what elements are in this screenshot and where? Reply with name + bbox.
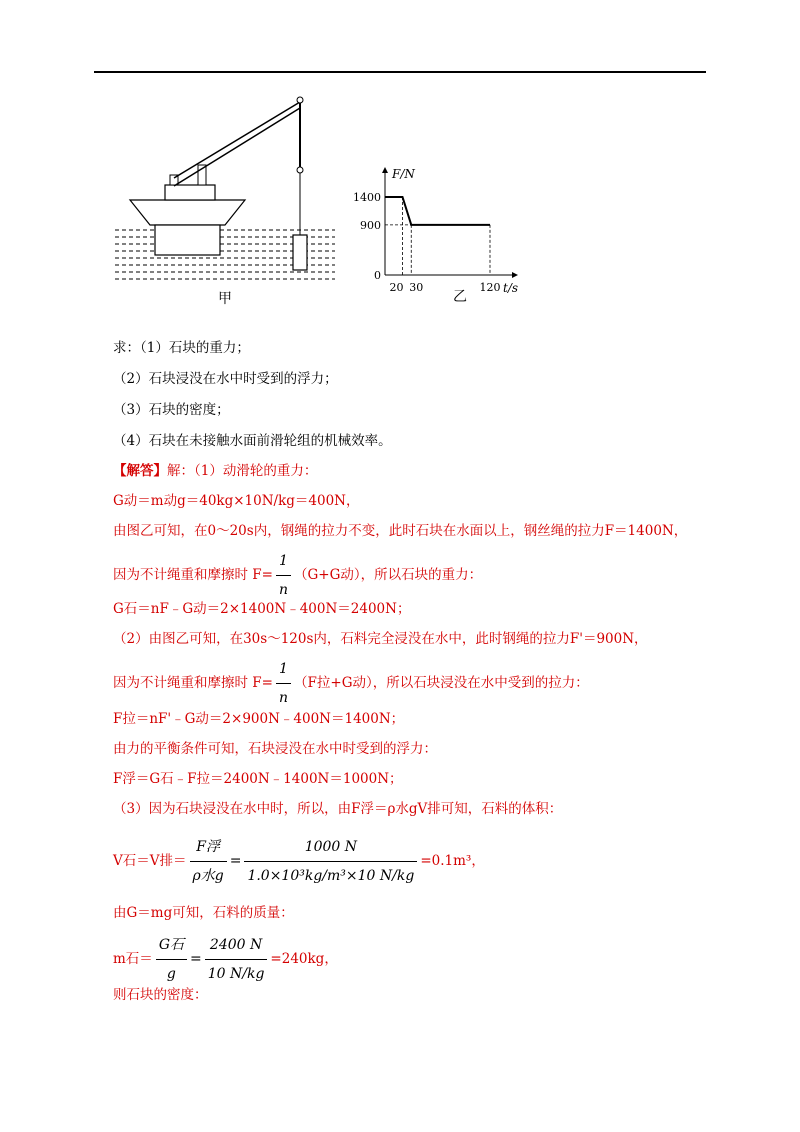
- frac-num: 1000 N: [244, 834, 417, 862]
- fraction-g-over-g: [156, 932, 187, 987]
- frac-den: 1.0×10³kg/m³×10 N/kg: [247, 868, 415, 884]
- solution-line-11: （3）因为石块浸没在水中时，所以，由F浮＝ρ水gV排可知，石料的体积：: [113, 801, 563, 817]
- y-tick-label: 0: [374, 269, 381, 282]
- solution-line-3: 由图乙可知，在0～20s内，钢绳的拉力不变，此时石块在水面以上，钢丝绳的拉力F＝1400N，: [113, 523, 688, 539]
- x-tick-label: 120: [479, 281, 501, 294]
- y-axis-label: F/N: [392, 167, 415, 181]
- l12-after: =0.1m³，: [420, 853, 485, 869]
- question-1: 求：（1）石块的重力；: [113, 340, 250, 356]
- fraction-f-over-rho-g: [190, 834, 227, 889]
- fraction-volume-numeric: [244, 834, 417, 889]
- fraction-mass-numeric: [205, 932, 268, 987]
- l14-after: =240kg，: [270, 951, 338, 967]
- question-3: （3）石块的密度；: [113, 402, 230, 418]
- y-tick-label: 1400: [353, 191, 381, 204]
- frac-num: 1: [276, 548, 291, 576]
- frac-num: F浮: [190, 834, 227, 862]
- crane-illustration: [110, 90, 340, 290]
- l4-before: 因为不计绳重和摩擦时 F=: [113, 567, 273, 583]
- solution-l1-text: 解：（1）动滑轮的重力：: [167, 463, 318, 479]
- force-time-chart: [345, 160, 545, 310]
- solution-line-7: [113, 656, 589, 711]
- frac-den: n: [278, 690, 289, 706]
- solution-line-6: （2）由图乙可知，在30s～120s内，石料完全浸没在水中，此时钢绳的拉力F'＝900N，: [113, 631, 648, 647]
- question-4: （4）石块在未接触水面前滑轮组的机械效率。: [113, 433, 392, 449]
- solution-line-15: 则石块的密度：: [113, 987, 208, 1003]
- solution-line-9: 由力的平衡条件可知，石块浸没在水中时受到的浮力：: [113, 741, 437, 757]
- solution-line-14: m石＝ $\frac{\text{G石}}{g}$ = $\frac{2400 N}{10 N/kg}$ =240kg，: [113, 932, 338, 987]
- figure-crane: [110, 90, 340, 307]
- label-jia: 甲: [218, 291, 232, 307]
- frac-num: G石: [156, 932, 187, 960]
- l12-before: V石＝V排＝: [113, 853, 187, 869]
- fraction-1-over-n-2: [276, 656, 291, 711]
- solution-line-2: G动＝m动g＝40kg×10N/kg＝400N，: [113, 493, 360, 509]
- l4-after: （G+G动），所以石块的重力：: [294, 567, 483, 583]
- frac-den: n: [278, 582, 289, 598]
- solution-line-13: 由G＝mg可知，石料的质量：: [113, 905, 294, 921]
- frac-den: ρ水g: [192, 868, 224, 884]
- frac-den: g: [166, 966, 176, 982]
- frac-den: 10 N/kg: [207, 966, 265, 982]
- solution-line-1: [113, 462, 317, 480]
- x-axis-label: t/s: [503, 281, 519, 295]
- force-series-line: [385, 197, 490, 225]
- solution-line-10: F浮＝G石﹣F拉＝2400N﹣1400N＝1000N；: [113, 771, 403, 787]
- l14-before: m石＝: [113, 951, 153, 967]
- solution-line-4: [113, 548, 482, 603]
- solution-line-12: V石＝V排＝ $\frac{\text{F浮}}{\text{ρ水g}}$ = $\frac{1000 N}{\text{1.0×10³kg/m³×10 N/kg}}$ =0.1m³，: [113, 834, 485, 889]
- header-rule: [94, 71, 706, 73]
- l7-after: （F拉+G动），所以石块浸没在水中受到的拉力：: [294, 675, 589, 691]
- frac-num: 1: [276, 656, 291, 684]
- solution-line-8: F拉＝nF'﹣G动＝2×900N﹣400N＝1400N；: [113, 711, 405, 727]
- label-yi: 乙: [453, 289, 467, 305]
- l7-before: 因为不计绳重和摩擦时 F=: [113, 675, 273, 691]
- x-tick-label: 30: [409, 281, 424, 294]
- figure-graph: [345, 160, 545, 314]
- y-tick-label: 900: [360, 218, 381, 232]
- x-tick-label: 20: [389, 281, 404, 294]
- frac-num: 2400 N: [205, 932, 268, 960]
- solution-tag: 【解答】: [113, 463, 167, 479]
- question-2: （2）石块浸没在水中时受到的浮力；: [113, 371, 338, 387]
- solution-line-5: G石＝nF﹣G动＝2×1400N﹣400N＝2400N；: [113, 601, 411, 617]
- fraction-1-over-n: [276, 548, 291, 603]
